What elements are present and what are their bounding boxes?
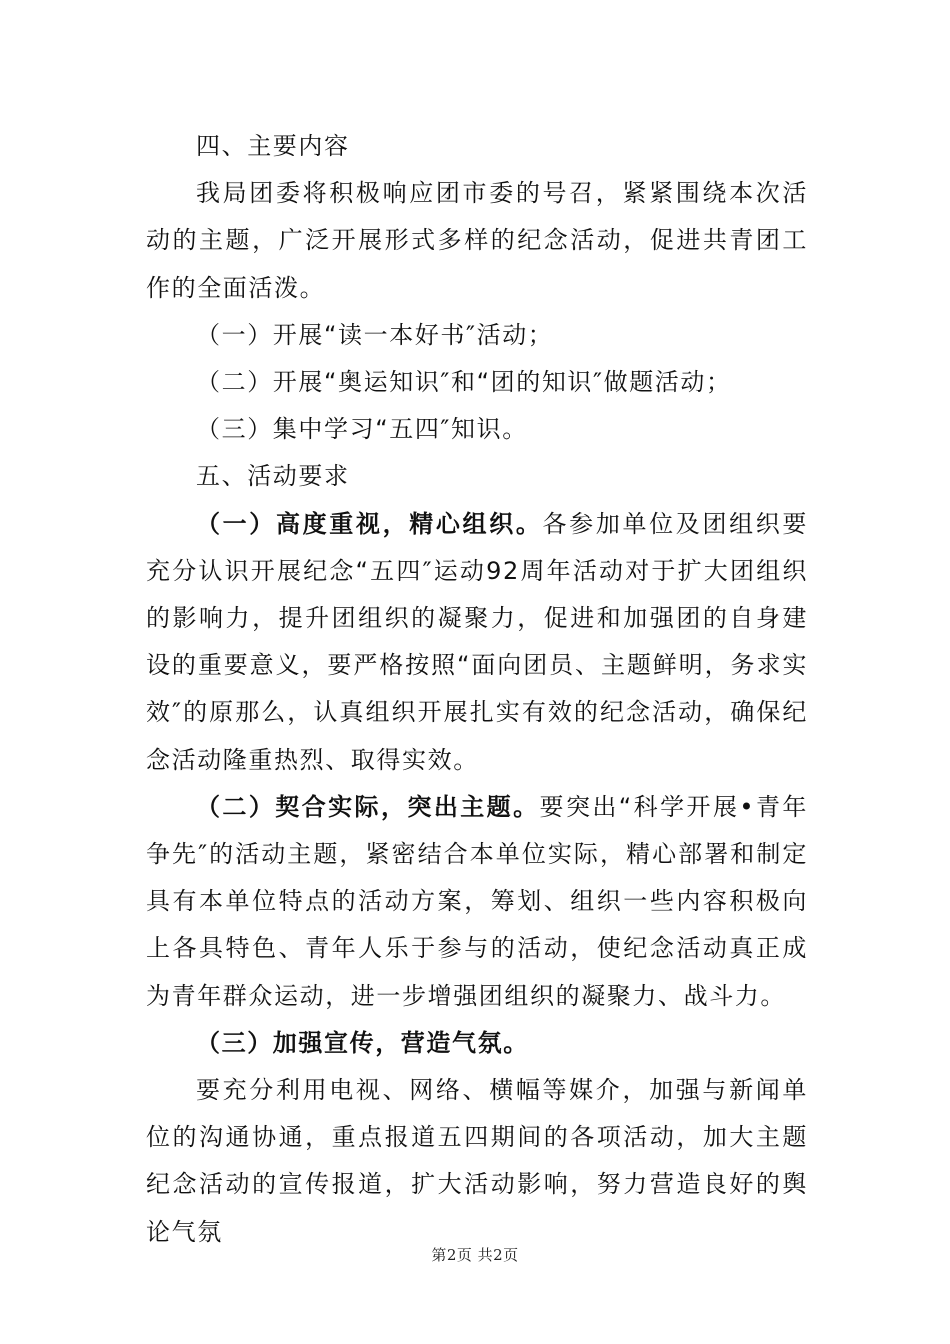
requirement-3-title: （三）加强宣传，营造气氛。: [196, 1028, 529, 1057]
requirement-1-title: （一）高度重视，精心组织。: [196, 509, 543, 538]
requirement-1-body: 各参加单位及团组织要充分认识开展纪念“五四″运动92周年活动对于扩大团组织的影响力，提升团组织的凝聚力，促进和加强团的自身建设的重要意义，要严格按照“面向团员、主题鲜明，务求实效″的原那么，认真组织开展扎实有效的纪念活动，确保纪念活动隆重热烈、取得实效。: [146, 509, 809, 774]
section-4-item-2: （二）开展“奥运知识″和“团的知识″做题活动；: [196, 368, 732, 397]
section-4-intro: 我局团委将积极响应团市委的号召，紧紧围绕本次活动的主题，广泛开展形式多样的纪念活动，促进共青团工作的全面活泼。: [146, 179, 808, 302]
requirement-2-title: （二）契合实际，突出主题。: [196, 792, 540, 821]
section-5-heading: 五、活动要求: [196, 462, 350, 491]
requirement-2-body: 要突出“科学开展•青年争先″的活动主题，紧密结合本单位实际，精心部署和制定具有本单位特点的活动方案，筹划、组织一些内容积极向上各具特色、青年人乐于参与的活动，使纪念活动真正成为青年群众运动，进一步增强团组织的凝聚力、战斗力。: [146, 792, 808, 1010]
requirement-1: [146, 501, 808, 784]
section-4-heading: 四、主要内容: [196, 132, 350, 160]
section-4-item-3: （三）集中学习“五四″知识。: [196, 415, 528, 444]
section-4-item-1: （一）开展“读一本好书″活动；: [196, 320, 554, 349]
page-number-footer: 第2页 共2页: [431, 1246, 519, 1264]
requirement-3-body: 要充分利用电视、网络、横幅等媒介，加强与新闻单位的沟通协通，重点报道五四期间的各项活动，加大主题纪念活动的宣传报道，扩大活动影响，努力营造良好的舆论气氛: [146, 1076, 808, 1246]
requirement-2: [146, 784, 808, 1020]
document-body: [146, 123, 808, 1256]
